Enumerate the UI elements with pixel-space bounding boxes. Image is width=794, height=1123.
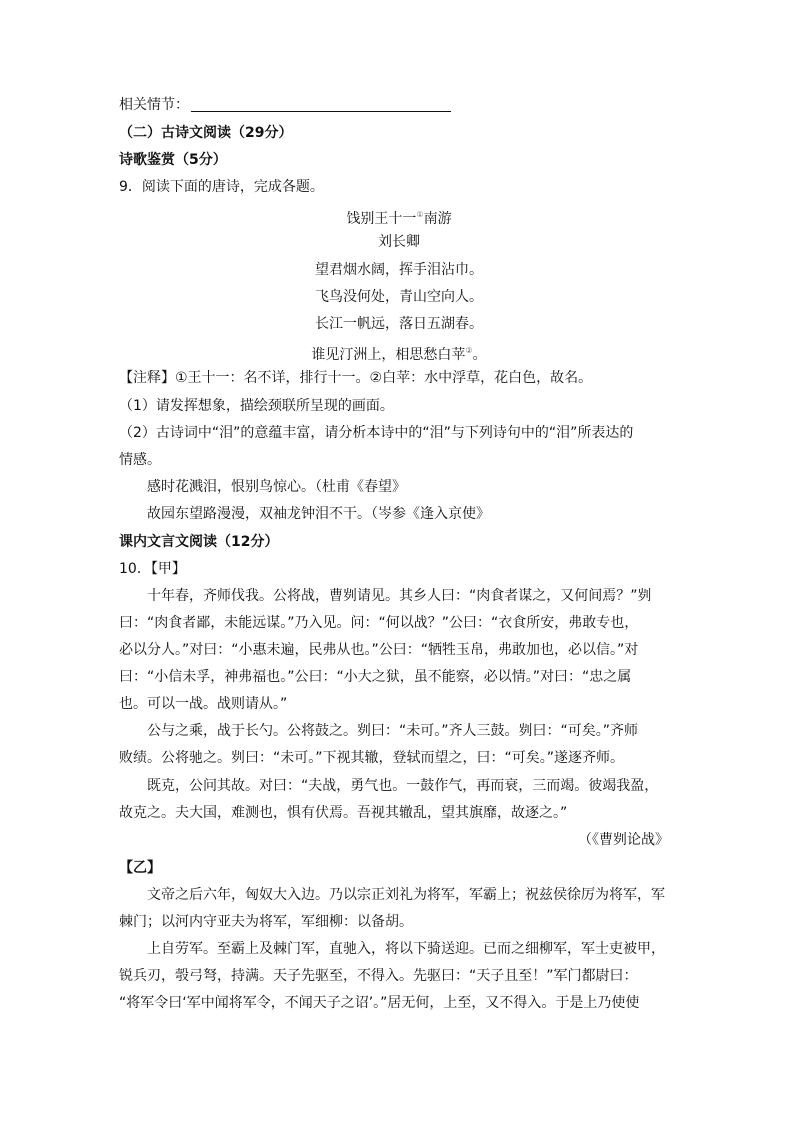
answer-blank-line[interactable] xyxy=(191,97,451,112)
yi-text-line: 文帝之后六年，匈奴大入边。乃以宗正刘礼为将军，军霸上；祝兹侯徐厉为将军，军 xyxy=(147,887,665,903)
classical-heading: 课内文言文阅读（12分） xyxy=(119,534,279,550)
jia-text-line: 既克，公问其故。对曰：“夫战，勇气也。一鼓作气，再而衰，三而竭。彼竭我盈， xyxy=(147,778,659,794)
jia-text-line: 曰：“肉食者鄙，未能远谋。”乃入见。问：“何以战？”公曰：“衣食所安，弗敢专也， xyxy=(119,615,639,631)
yi-label: 【乙】 xyxy=(119,860,161,876)
q10-label: 10．【甲】 xyxy=(119,561,186,577)
jia-text-line: 公与之乘，战于长勺。公将鼓之。刿曰：“未可。”齐人三鼓。刿曰：“可矣。”齐师 xyxy=(147,723,639,739)
yi-text-line: 锐兵刃，彀弓弩，持满。天子先驱至，不得入。先驱曰：“天子且至！”军门都尉曰： xyxy=(119,968,638,984)
quote-du-fu: 感时花溅泪，恨别鸟惊心。（杜甫《春望》 xyxy=(147,479,406,495)
section2-title: （二）古诗文阅读（29分） xyxy=(119,125,293,141)
poem-notes: 【注释】①王十一：名不详，排行十一。②白苹：水中浮草，花白色，故名。 xyxy=(119,370,593,386)
related-plot-label: 相关情节： xyxy=(119,97,189,113)
question-2-line-1: （2）古诗词中“泪”的意蕴丰富，请分析本诗中的“泪”与下列诗句中的“泪”所表达的 xyxy=(119,425,634,441)
jia-source: （《曹刿论战》 xyxy=(578,832,669,848)
poem-line-1: 望君烟水阔，挥手泪沾巾。 xyxy=(315,262,483,278)
jia-text-line: 曰：“小信未孚，神弗福也。”公曰：“小大之狱，虽不能察，必以情。”对曰：“忠之属 xyxy=(119,669,632,685)
q9-prompt: 9．阅读下面的唐诗，完成各题。 xyxy=(119,179,324,195)
jia-text-line: 败绩。公将驰之。刿曰：“未可。”下视其辙，登轼而望之，曰：“可矣。”遂逐齐师。 xyxy=(119,750,625,766)
yi-text-line: “将军令曰‘军中闻将军令，不闻天子之诏’。”居无何，上至，又不得入。于是上乃使使 xyxy=(119,995,640,1011)
poem-title-text: 饯别王十一 xyxy=(346,211,417,227)
jia-text-line: 也。可以一战。战则请从。” xyxy=(119,696,288,712)
jia-text-line: 故克之。夫大国，难测也，惧有伏焉。吾视其辙乱，望其旗靡，故逐之。” xyxy=(119,805,568,821)
question-1: （1）请发挥想象，描绘颈联所呈现的画面。 xyxy=(119,398,394,414)
footnote-marker-1: ① xyxy=(416,210,424,219)
yi-text-line: 上自劳军。至霸上及棘门军，直驰入，将以下骑送迎。已而之细柳军，军士吏被甲， xyxy=(147,941,665,957)
jia-text-line: 必以分人。”对曰：“小惠未遍，民弗从也。”公曰：“牺牲玉帛，弗敢加也，必以信。”对 xyxy=(119,642,639,658)
related-plot-row xyxy=(119,95,679,115)
poem-title-suffix: 南游 xyxy=(423,211,452,227)
quote-cen-shen: 故园东望路漫漫，双袖龙钟泪不干。（岑参《逢入京使》 xyxy=(147,506,490,522)
poem-line-4-end: 。 xyxy=(472,347,487,363)
jia-text-line: 十年春，齐师伐我。公将战，曹刿请见。其乡人曰：“肉食者谋之，又何间焉？”刿 xyxy=(147,588,652,604)
poem-line-2: 飞鸟没何处，青山空向人。 xyxy=(315,289,483,305)
poem-line-4-text: 谁见汀洲上，相思愁白苹 xyxy=(311,347,466,363)
poem-author: 刘长卿 xyxy=(378,234,420,250)
poem-title xyxy=(119,205,679,229)
poem-line-4 xyxy=(119,341,679,365)
question-2-line-2: 情感。 xyxy=(119,452,161,468)
footnote-marker-2: ② xyxy=(465,346,473,355)
yi-text-line: 棘门；以河内守亚夫为将军，军细柳：以备胡。 xyxy=(119,914,413,930)
poetry-heading: 诗歌鉴赏（5分） xyxy=(119,152,227,168)
poem-line-3: 长江一帆远，落日五湖春。 xyxy=(315,316,483,332)
